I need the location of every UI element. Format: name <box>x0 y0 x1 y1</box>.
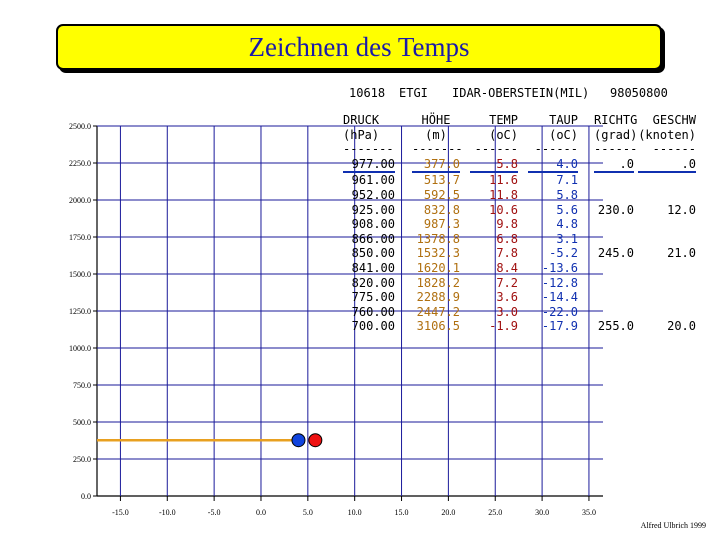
column-rule: ------- <box>343 142 394 157</box>
table-cell: 7.2 <box>496 275 518 290</box>
table-cell: 9.8 <box>496 217 518 232</box>
table-cell: 230.0 <box>597 202 634 217</box>
table-cell <box>638 290 696 305</box>
station-name: IDAR-OBERSTEIN(MIL) <box>452 86 590 100</box>
table-cell: .0 <box>594 157 634 174</box>
column-temp <box>470 113 518 334</box>
y-tick-label: 250.0 <box>73 455 91 464</box>
column-header: GESCHW <box>652 113 696 127</box>
y-tick-label: 1500.0 <box>69 270 91 279</box>
station-id: 10618 <box>349 86 386 100</box>
table-cell: 866.00 <box>351 231 395 246</box>
table-cell <box>638 173 696 188</box>
column-unit: (oC) <box>549 127 578 142</box>
column-rule: ------ <box>474 142 518 157</box>
table-cell: 5.6 <box>556 202 578 217</box>
table-cell: 8.4 <box>496 260 518 275</box>
y-tick-label: 750.0 <box>73 381 91 390</box>
station-datetime: 98050800 <box>610 86 668 100</box>
y-tick-label: 1750.0 <box>69 233 91 242</box>
table-cell: 850.00 <box>351 246 395 261</box>
x-tick-label: 35.0 <box>581 508 596 517</box>
x-axis-ticks <box>112 496 596 517</box>
column-unit: (hPa) <box>343 127 380 142</box>
column-unit: (grad) <box>594 127 638 142</box>
table-cell: 2447.2 <box>416 304 460 319</box>
table-cell: 775.00 <box>351 290 395 305</box>
page-title: Zeichnen des Temps <box>248 31 470 62</box>
x-tick-label: 5.0 <box>302 508 313 517</box>
y-tick-label: 1000.0 <box>69 344 91 353</box>
y-tick-label: 2500.0 <box>69 122 91 131</box>
y-tick-label: 0.0 <box>81 492 91 501</box>
table-cell: -22.0 <box>541 304 578 319</box>
column-rule: ------- <box>412 142 463 157</box>
y-tick-label: 2250.0 <box>69 159 91 168</box>
x-tick-label: 25.0 <box>488 508 503 517</box>
table-cell: 987.3 <box>423 217 460 232</box>
table-cell <box>594 188 634 203</box>
table-cell: 700.00 <box>351 319 395 334</box>
station-code: ETGI <box>399 86 428 100</box>
x-tick-label: 10.0 <box>347 508 362 517</box>
x-tick-label: 20.0 <box>441 508 456 517</box>
table-cell: 10.6 <box>489 202 518 217</box>
table-cell <box>638 232 696 247</box>
table-cell: 1828.2 <box>416 275 460 290</box>
chart-series <box>97 434 322 447</box>
table-cell: 952.00 <box>351 187 395 202</box>
table-cell: 7.8 <box>496 246 518 261</box>
table-cell: 1378.8 <box>416 231 460 246</box>
credit-text: Alfred Ulbrich 1999 <box>640 521 706 530</box>
column-hoehe <box>412 113 463 334</box>
x-tick-label: 0.0 <box>255 508 266 517</box>
table-cell <box>638 217 696 232</box>
column-header: TEMP <box>489 113 518 127</box>
table-cell: 6.8 <box>496 231 518 246</box>
taupunkt-point <box>292 434 305 447</box>
table-cell: 513.7 <box>423 173 460 188</box>
column-rule: ------ <box>534 142 578 157</box>
column-header: RICHTG <box>594 113 638 127</box>
y-tick-label: 500.0 <box>73 418 91 427</box>
table-cell: 925.00 <box>351 202 395 217</box>
column-rule: ------ <box>652 142 696 157</box>
table-cell: 592.5 <box>423 187 460 202</box>
table-cell: 3.6 <box>496 290 518 305</box>
table-cell: 3106.5 <box>416 319 460 334</box>
column-unit: (knoten) <box>638 127 696 142</box>
x-tick-label: -5.0 <box>207 508 221 517</box>
table-cell <box>638 276 696 291</box>
x-tick-label: -15.0 <box>112 508 129 517</box>
column-richtg <box>594 113 638 334</box>
table-cell <box>594 217 634 232</box>
table-cell: -1.9 <box>489 319 518 334</box>
x-tick-label: 15.0 <box>394 508 409 517</box>
table-cell: 3.0 <box>496 304 518 319</box>
table-cell: 1532.3 <box>416 246 460 261</box>
x-tick-label: -10.0 <box>158 508 176 517</box>
column-rule: ------ <box>594 142 638 157</box>
table-cell: -17.9 <box>541 319 578 334</box>
table-cell: 11.6 <box>489 173 518 188</box>
table-cell <box>638 305 696 320</box>
table-cell: 377.0 <box>412 157 460 174</box>
y-tick-label: 1250.0 <box>69 307 91 316</box>
table-cell: 245.0 <box>597 246 634 261</box>
table-cell: 832.8 <box>423 202 460 217</box>
table-cell <box>594 261 634 276</box>
table-cell <box>594 276 634 291</box>
table-cell: 5.8 <box>470 157 518 174</box>
table-cell: 21.0 <box>667 246 696 261</box>
table-cell: 5.8 <box>556 187 578 202</box>
temperatur-point <box>309 434 322 447</box>
table-cell: 4.0 <box>528 157 578 174</box>
table-cell: .0 <box>638 157 696 174</box>
column-geschw <box>638 113 696 334</box>
table-cell: 4.8 <box>556 217 578 232</box>
column-druck <box>343 113 395 334</box>
column-unit: (oC) <box>489 127 518 142</box>
column-header: DRUCK <box>343 113 380 127</box>
table-cell: 20.0 <box>667 319 696 334</box>
table-cell: -14.4 <box>541 290 578 305</box>
table-cell: 820.00 <box>351 275 395 290</box>
y-tick-label: 2000.0 <box>69 196 91 205</box>
column-header: HÖHE <box>421 113 451 127</box>
table-cell: 1620.1 <box>416 260 460 275</box>
table-cell: -5.2 <box>549 246 578 261</box>
table-cell <box>594 173 634 188</box>
table-cell <box>638 188 696 203</box>
table-cell: 841.00 <box>351 260 395 275</box>
column-unit: (m) <box>425 127 447 142</box>
column-header: TAUP <box>549 113 578 127</box>
x-tick-label: 30.0 <box>535 508 550 517</box>
y-axis-ticks <box>69 122 97 501</box>
table-cell: 2288.9 <box>416 290 460 305</box>
table-cell <box>638 261 696 276</box>
table-cell: 12.0 <box>667 202 696 217</box>
table-cell: -12.8 <box>541 275 578 290</box>
table-cell <box>594 305 634 320</box>
table-cell: 255.0 <box>597 319 634 334</box>
table-cell: 908.00 <box>351 217 395 232</box>
column-taup <box>528 113 578 334</box>
table-cell: 3.1 <box>556 231 578 246</box>
table-cell: 760.00 <box>351 304 395 319</box>
table-cell <box>594 232 634 247</box>
table-cell: 961.00 <box>351 173 395 188</box>
table-cell: -13.6 <box>541 260 578 275</box>
table-cell <box>594 290 634 305</box>
table-cell: 977.00 <box>343 157 395 174</box>
table-cell: 7.1 <box>556 173 578 188</box>
table-cell: 11.8 <box>489 187 518 202</box>
